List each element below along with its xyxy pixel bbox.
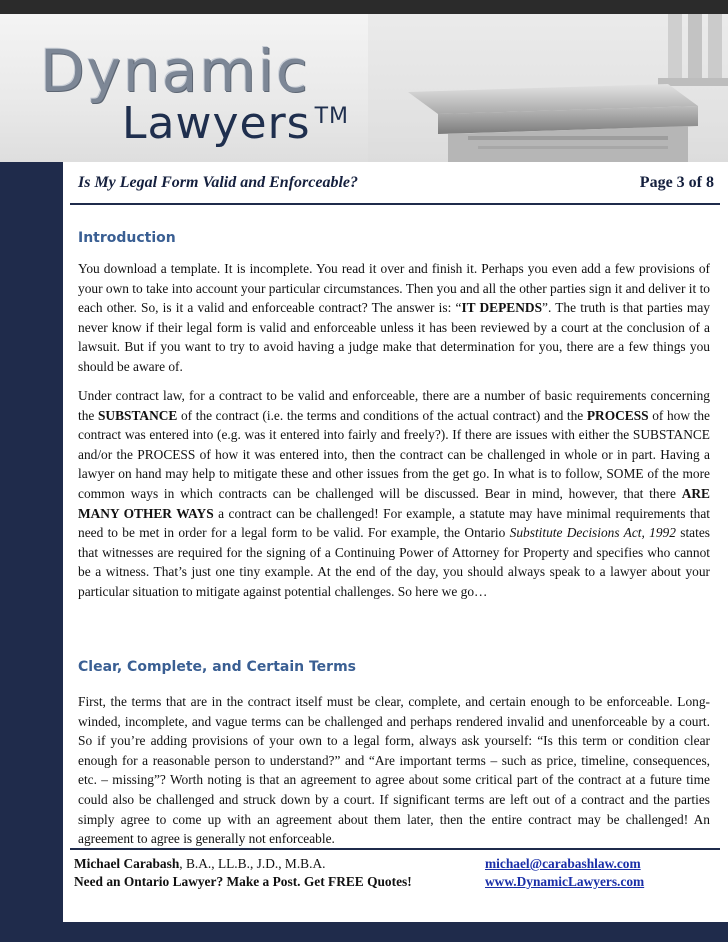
emphasis-substance: SUBSTANCE (97, 407, 178, 423)
footer-links (485, 855, 644, 891)
document-title-row (78, 174, 714, 196)
emphasis-many-other-ways: ARE MANY OTHER WAYS (78, 485, 710, 521)
text-run: Under contract law, for a contract to be valid and enforceable, there are a number of basic requirements concerning the (78, 388, 710, 423)
text-run: of the contract (i.e. the terms and conditions of the actual contract) and the (177, 407, 587, 423)
author-credentials: , B.A., LL.B., J.D., M.B.A. (179, 856, 326, 871)
bottom-band (0, 922, 728, 942)
section-heading-clear-terms: Clear, Complete, and Certain Terms (78, 659, 357, 675)
text-run: ”. The truth is that parties may never know if their legal form is valid and enforceable unless it has been reviewed by a court at the conclusion of a lawsuit. But if you want to try to avoid having a judge make that determination for you, there are a few things you should be aware of. (78, 300, 710, 374)
clear-terms-paragraph: First, the terms that are in the contract itself must be clear, complete, and certain enough to be enforceable. Long-winded, incomplete, and vague terms can be challenged and perhaps rendered invalid and unenforceable by a court. So if you’re adding provisions of your own to a legal form, always ask yourself: “Is this term or condition clear enough for a reasonable person to understand?” and “Are important terms – such as price, timeline, consequences, etc. – missing”? Worth noting is that an agreement to agree about some critical part of the contract at a future time could also be challenged and struck down by a court. If significant terms are left out of a contract and the parties simply agree to come up with an agreement about them later, then the entire contract may be challenged! An agreement to agree is generally not enforceable. (78, 694, 710, 847)
text-run: a contract can be challenged! For example, a statute may have minimal requirements that need to be met in order for a legal form to be valid. For example, the Ontario (78, 505, 710, 541)
emphasis-process: PROCESS (586, 407, 649, 423)
statute-name: Substitute Decisions Act, 1992 (509, 525, 676, 541)
section-heading-introduction: Introduction (78, 230, 176, 246)
intro-paragraph-2 (78, 386, 710, 602)
author-name: Michael Carabash (74, 856, 180, 871)
text-run: of how the contract was entered into (e.g. was it entered into fairly and freely?). If there are issues with either the SUBSTANCE and/or the PROCESS of how it was entered into, then the contract can be challenged in whole or in part. Having a lawyer on hand may help to mitigate these and other issues from the get go. In what is to follow, SOME of the more common ways in which contracts can be challenged will be discussed. Bear in mind, however, that there (78, 407, 710, 501)
logo-word-dynamic: Dynamic (40, 37, 310, 105)
top-dark-bar (0, 0, 728, 14)
header-banner (0, 14, 728, 162)
left-sidebar-band (0, 162, 63, 922)
intro-paragraph-1 (78, 259, 710, 377)
footer-tagline: Need an Ontario Lawyer? Make a Post. Get FREE Quotes! (74, 874, 412, 889)
text-run: states that witnesses are required for the signing of a Continuing Power of Attorney for Property and specifies who cannot be a witness. That’s just one tiny example. At the end of the day, you should always speak to a lawyer about your particular situation to mitigate against potential challenges. So here we go… (78, 525, 710, 599)
website-link[interactable]: www.DynamicLawyers.com (485, 874, 645, 889)
trademark-symbol: TM (314, 104, 350, 129)
document-title: Is My Legal Form Valid and Enforceable? (78, 174, 359, 191)
emphasis-it-depends: IT DEPENDS (461, 300, 543, 316)
footer-author-block (74, 855, 412, 891)
building-illustration (368, 14, 728, 162)
footer-divider (70, 848, 720, 850)
author-line (74, 855, 412, 873)
logo-word-lawyers-text: Lawyers (122, 98, 311, 149)
text-run: You download a template. It is incomplete. You read it over and finish it. Perhaps you even add a few provisions of your own to take into account your particular circumstances. Then you and all the other parties sign it and deliver it to each other. So, is it a valid and enforceable contract? The answer is: “ (78, 261, 710, 316)
title-divider (70, 203, 720, 205)
email-link[interactable]: michael@carabashlaw.com (485, 856, 641, 871)
page-number: Page 3 of 8 (639, 174, 714, 191)
logo-word-lawyers (122, 98, 350, 149)
